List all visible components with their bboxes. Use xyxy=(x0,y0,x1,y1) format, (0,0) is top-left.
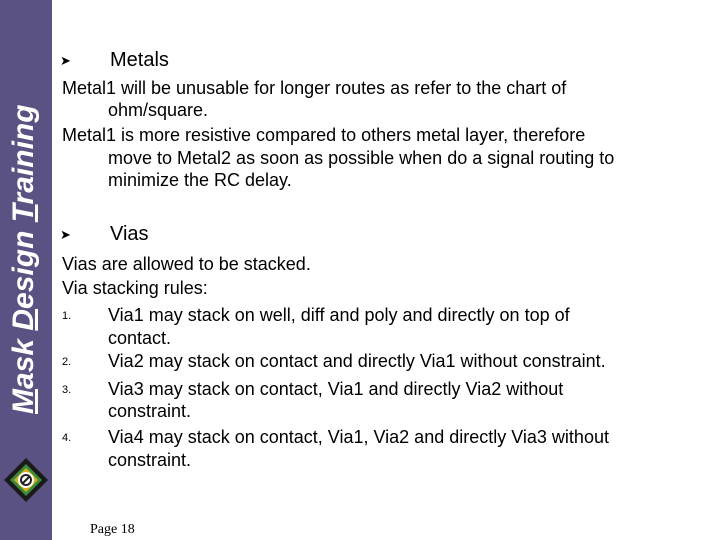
vias-intro-line: Vias are allowed to be stacked. xyxy=(62,254,311,274)
metals-line: Metal1 will be unusable for longer routes as refer to the chart of xyxy=(62,78,567,98)
title-letter-m: M xyxy=(7,389,40,414)
rule-number: 1. xyxy=(62,310,72,322)
title-part-raining: raining xyxy=(7,104,40,205)
sidebar xyxy=(0,0,52,540)
rule-line: constraint. xyxy=(108,450,192,470)
sidebar-title xyxy=(2,14,46,414)
title-letter-t: T xyxy=(7,204,40,223)
metals-line: ohm/square. xyxy=(108,100,209,120)
rule-line: Via2 may stack on contact and directly Via1 without constraint. xyxy=(108,351,606,371)
section-heading-metals: Metals xyxy=(110,49,169,71)
rule-line: Via3 may stack on contact, Via1 and directly Via2 without xyxy=(108,379,564,399)
title-part-ask: ask xyxy=(7,330,40,389)
rule-number: 4. xyxy=(62,432,72,444)
rule-line: Via1 may stack on well, diff and poly and directly on top of xyxy=(108,305,570,325)
metals-line: move to Metal2 as soon as possible when do a signal routing to xyxy=(108,148,615,168)
arrow-bullet-icon: ➤ xyxy=(60,227,71,242)
vias-intro-line: Via stacking rules: xyxy=(62,278,208,298)
rule-number: 2. xyxy=(62,356,72,368)
title-part-esign: esign xyxy=(7,222,40,309)
title-letter-d: D xyxy=(7,308,40,331)
rule-number: 3. xyxy=(62,384,72,396)
rule-line: Via4 may stack on contact, Via1, Via2 and directly Via3 without xyxy=(108,427,609,447)
rule-line: constraint. xyxy=(108,401,192,421)
metals-line: minimize the RC delay. xyxy=(108,170,292,190)
company-logo-icon xyxy=(2,456,50,504)
arrow-bullet-icon: ➤ xyxy=(60,53,71,68)
page-number: Page 18 xyxy=(90,522,135,537)
section-heading-vias: Vias xyxy=(110,223,149,245)
metals-line: Metal1 is more resistive compared to others metal layer, therefore xyxy=(62,125,586,145)
rule-line: contact. xyxy=(108,328,172,348)
